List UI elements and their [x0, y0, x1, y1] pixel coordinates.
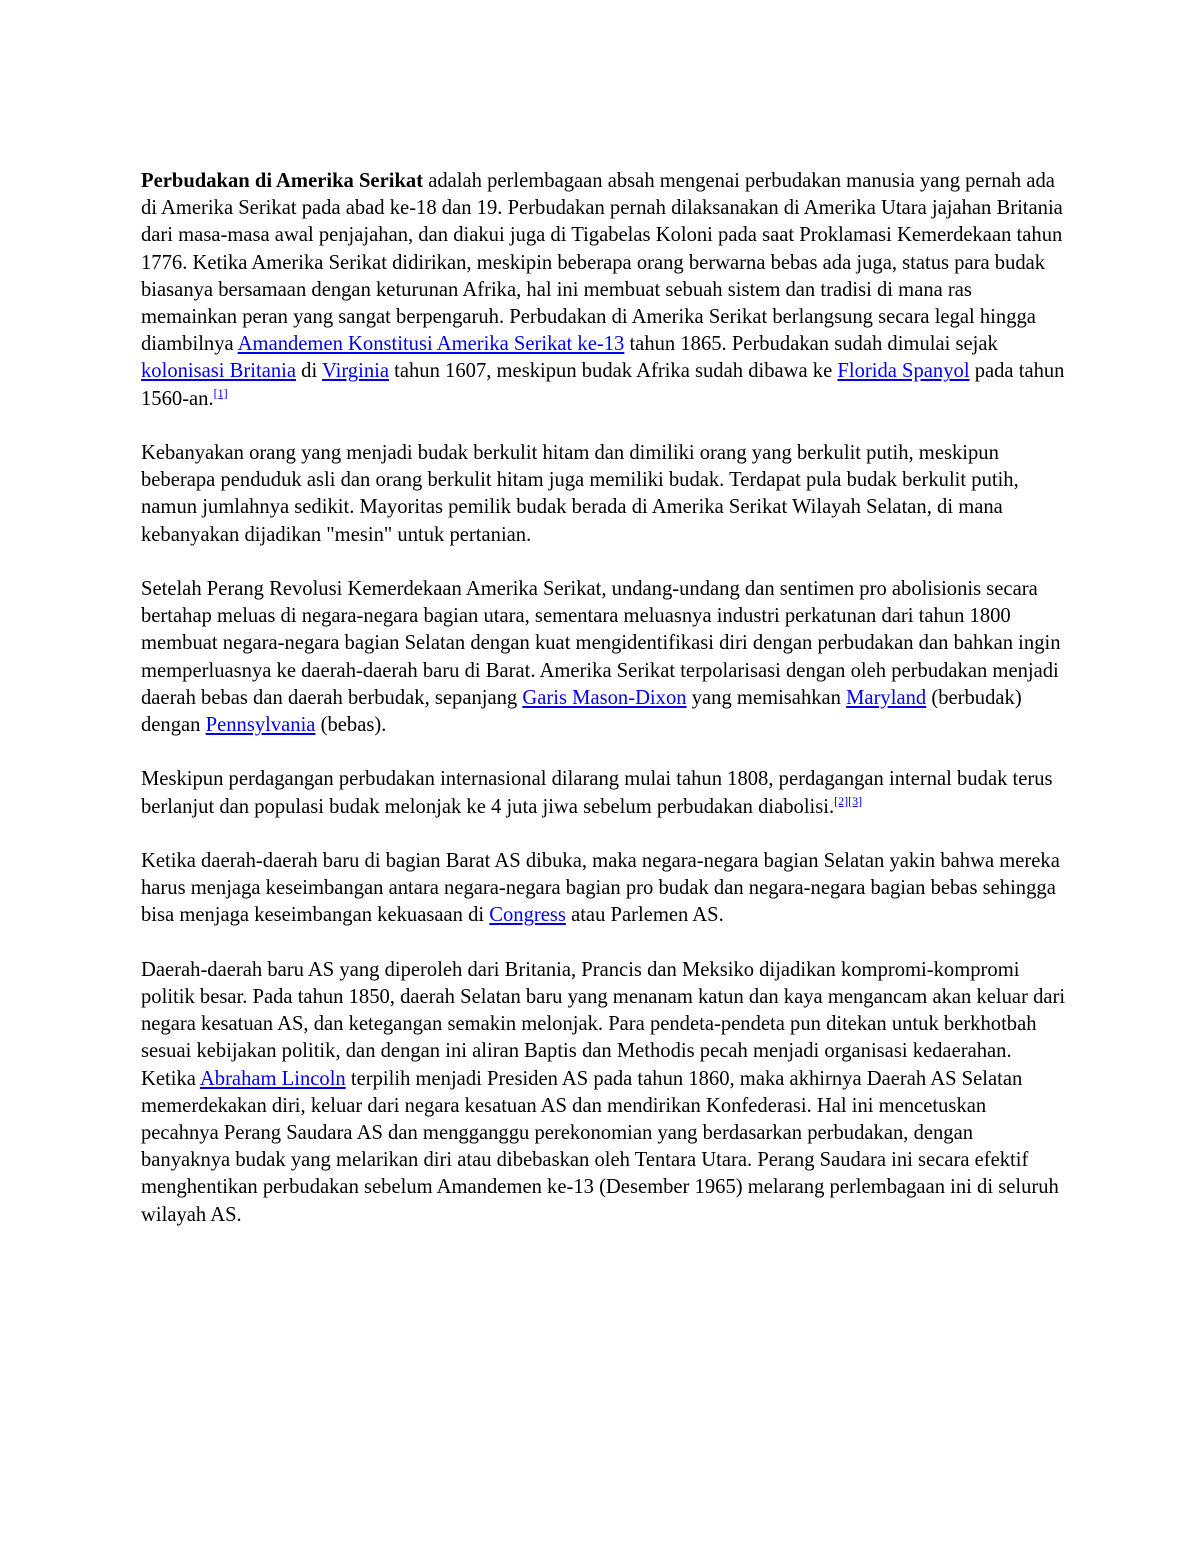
paragraph-text: tahun 1607, meskipun budak Afrika sudah dibawa ke	[389, 360, 838, 383]
document-body	[141, 168, 1066, 1256]
paragraph-text: atau Parlemen AS.	[565, 904, 724, 927]
link-amandemen-13[interactable]: Amandemen Konstitusi Amerika Serikat ke-13	[237, 333, 625, 356]
footnote-ref	[834, 794, 862, 808]
footnote-link-2[interactable]: [2]	[834, 793, 849, 808]
paragraph-balance-of-power	[141, 848, 1066, 930]
paragraph-text: adalah perlembagaan absah mengenai perbudakan manusia yang pernah ada di Amerika Serikat pada abad ke-18 dan 19. Perbudakan pernah dilaksanakan di Amerika Utara jajahan Britania dari masa-masa awal penjajahan, dan diakui juga di Tigabelas Koloni pada saat Proklamasi Kemerdekaan tahun 1776. Ketika Amerika Serikat didirikan, meskipin beberapa orang berwarna bebas ada juga, status para budak biasanya bersamaan dengan keturunan Afrika, hal ini membuat sebuah sistem dan tradisi di mana ras memainkan peran yang sangat berpengaruh. Perbudakan di Amerika Serikat berlangsung secara legal hingga diambilnya	[141, 170, 1063, 356]
link-pennsylvania[interactable]: Pennsylvania	[205, 714, 316, 737]
paragraph-text: Daerah-daerah baru AS yang diperoleh dari Britania, Prancis dan Meksiko dijadikan kompromi-kompromi politik besar. Pada tahun 1850, daerah Selatan baru yang menanam katun dan kaya mengancam akan keluar dari negara kesatuan AS, dan ketegangan semakin melonjak. Para pendeta-pendeta pun ditekan untuk berkhotbah sesuai kebijakan politik, dan dengan ini aliran Baptis dan Methodis pecah menjadi organisasi kedaerahan. Ketika	[141, 958, 1066, 1090]
paragraph-slave-trade	[141, 766, 1066, 820]
link-maryland[interactable]: Maryland	[846, 686, 927, 709]
article-title-bold: Perbudakan di Amerika Serikat	[141, 170, 424, 192]
link-florida-spanyol[interactable]: Florida Spanyol	[837, 360, 970, 383]
link-congress[interactable]: Congress	[489, 904, 566, 927]
paragraph-revolution	[141, 576, 1066, 739]
paragraph-text: Ketika daerah-daerah baru di bagian Barat AS dibuka, maka negara-negara bagian Selatan yakin bahwa mereka harus menjaga keseimbangan antara negara-negara bagian pro budak dan negara-negara bagian bebas sehingga bisa menjaga keseimbangan kekuasaan di	[141, 850, 1060, 927]
paragraph-slave-demographics: Kebanyakan orang yang menjadi budak berkulit hitam dan dimiliki orang yang berkulit putih, meskipun beberapa penduduk asli dan orang berkulit hitam juga memiliki budak. Terdapat pula budak berkulit putih, namun jumlahnya sedikit. Mayoritas pemilik budak berada di Amerika Serikat Wilayah Selatan, di mana kebanyakan dijadikan "mesin" untuk pertanian.	[141, 442, 1019, 546]
footnote-link-1[interactable]: [1]	[213, 385, 228, 400]
paragraph-text: di	[296, 360, 322, 383]
paragraph-text: (berbudak) dengan	[141, 686, 1022, 737]
footnote-ref	[214, 386, 228, 400]
paragraph-text: pada tahun 1560-an.	[141, 360, 1065, 410]
paragraph-civil-war	[141, 957, 1066, 1229]
paragraph-text: yang memisahkan	[686, 686, 847, 709]
paragraph-text: Setelah Perang Revolusi Kemerdekaan Amerika Serikat, undang-undang dan sentimen pro abolisionis secara bertahap meluas di negara-negara bagian utara, sementara meluasnya industri perkatunan dari tahun 1800 membuat negara-negara bagian Selatan dengan kuat mengidentifikasi diri dengan perbudakan dan bahkan ingin memperluasnya ke daerah-daerah baru di Barat. Amerika Serikat terpolarisasi dengan oleh perbudakan menjadi daerah bebas dan daerah berbudak, sepanjang	[141, 578, 1061, 709]
paragraph-text: (bebas).	[315, 714, 387, 737]
link-garis-mason-dixon[interactable]: Garis Mason-Dixon	[522, 686, 687, 709]
link-kolonisasi-britania[interactable]: kolonisasi Britania	[141, 360, 297, 383]
paragraph-text: terpilih menjadi Presiden AS pada tahun 1860, maka akhirnya Daerah AS Selatan memerdekakan diri, keluar dari negara kesatuan AS dan mendirikan Konfederasi. Hal ini mencetuskan pecahnya Perang Saudara AS dan mengganggu perekonomian yang berdasarkan perbudakan, dengan banyaknya budak yang melarikan diri atau dibebaskan oleh Tentara Utara. Perang Saudara ini secara efektif menghentikan perbudakan sebelum Amandemen ke-13 (Desember 1965) melarang perlembagaan ini di seluruh wilayah AS.	[141, 1067, 1059, 1226]
paragraph-text: Meskipun perdagangan perbudakan internasional dilarang mulai tahun 1808, perdagangan internal budak terus berlanjut dan populasi budak melonjak ke 4 juta jiwa sebelum perbudakan diabolisi.	[141, 768, 1053, 818]
footnote-link-3[interactable]: [3]	[848, 793, 863, 808]
link-virginia[interactable]: Virginia	[321, 360, 389, 383]
paragraph-text: tahun 1865. Perbudakan sudah dimulai sejak	[624, 333, 998, 356]
paragraph-intro	[141, 168, 1066, 413]
link-abraham-lincoln[interactable]: Abraham Lincoln	[199, 1067, 346, 1090]
